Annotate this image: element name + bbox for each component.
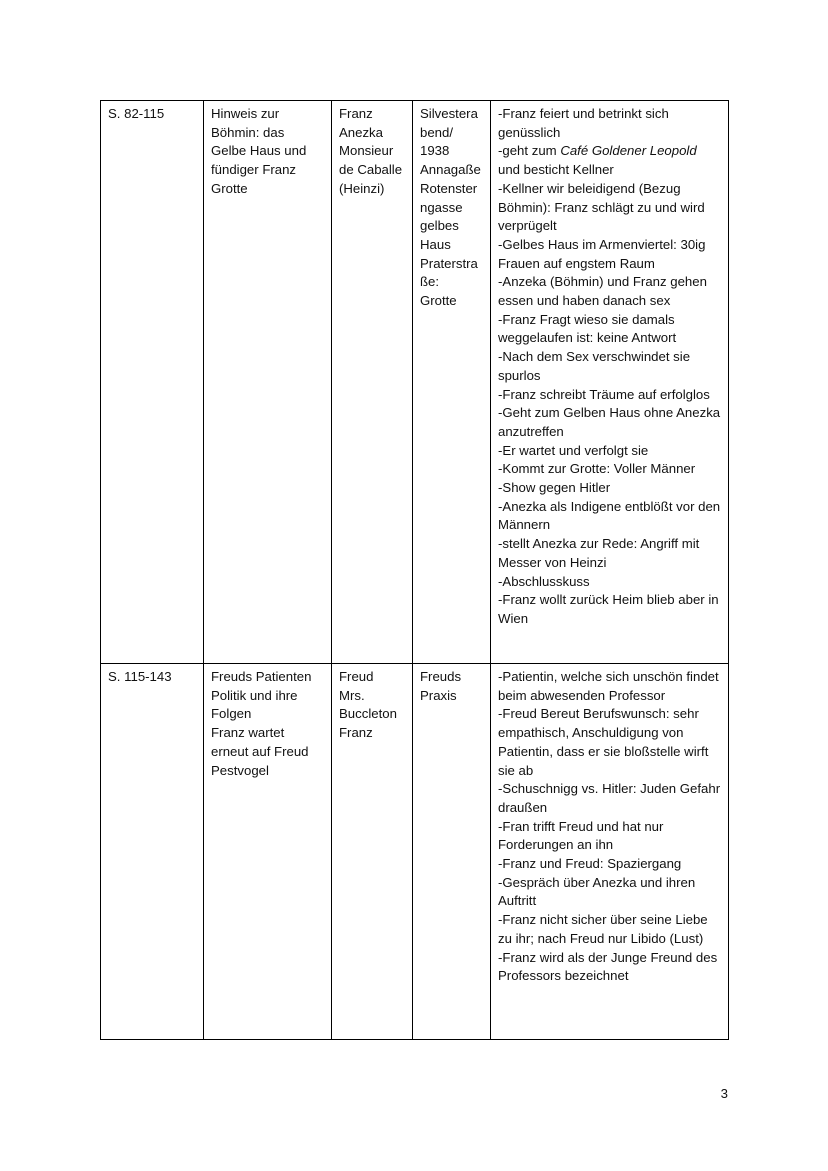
characters-cell: Freud Mrs. Buccleton Franz (332, 664, 413, 1040)
content-item: -stellt Anezka zur Rede: Angriff mit Messer von Heinzi (498, 536, 700, 570)
content-item: -Franz Fragt wieso sie damals weggelaufen ist: keine Antwort (498, 311, 677, 346)
content-item: -Anezka als Indigene entblößt vor den Männern (498, 498, 721, 533)
chapter-summary-table (100, 100, 729, 1040)
content-item: -Kommt zur Grotte: Voller Männer (498, 461, 696, 477)
content-item: -Patientin, welche sich unschön findet beim abwesenden Professor (498, 669, 719, 703)
cafe-name: Café Goldener Leopold (560, 143, 697, 159)
content-item: -Franz und Freud: Spaziergang (498, 856, 682, 872)
table-row (101, 101, 729, 664)
content-item: -Franz feiert und betrinkt sich genüsslich (498, 106, 669, 140)
content-cell (491, 101, 729, 664)
content-item: -Anzeka (Böhmin) und Franz gehen essen und haben danach sex (498, 274, 707, 309)
content-item: -Franz nicht sicher über seine Liebe zu ihr; nach Freud nur Libido (Lust) (498, 912, 708, 946)
content-item: -geht zum Café Goldener Leopold und besticht Kellner (498, 143, 697, 178)
content-item: -Er wartet und verfolgt sie (498, 442, 649, 458)
setting-cell: Silvestera bend/ 1938 Annagaße Rotenster ngasse gelbes Haus Praterstra ße: Grotte (413, 101, 491, 664)
topic-cell: Hinweis zur Böhmin: das Gelbe Haus und fündiger Franz Grotte (204, 101, 332, 664)
content-cell (491, 664, 729, 1040)
content-item: -Abschlusskuss (498, 573, 590, 589)
content-item: -Gelbes Haus im Armenviertel: 30ig Frauen auf engstem Raum (498, 236, 706, 271)
content-item: -Kellner wir beleidigend (Bezug Böhmin): Franz schlägt zu und wird verprügelt (498, 180, 705, 234)
topic-cell: Freuds Patienten Politik und ihre Folgen Franz wartet erneut auf Freud Pestvogel (204, 664, 332, 1040)
table-row (101, 664, 729, 1040)
pages-cell: S. 82-115 (101, 101, 204, 664)
page-number: 3 (720, 1086, 728, 1101)
content-item: -Franz schreibt Träume auf erfolglos (498, 386, 710, 402)
content-item: -Franz wollt zurück Heim blieb aber in Wien (498, 592, 719, 626)
content-item: -Fran trifft Freud und hat nur Forderungen an ihn (498, 818, 664, 853)
pages-cell: S. 115-143 (101, 664, 204, 1040)
content-item: -Nach dem Sex verschwindet sie spurlos (498, 349, 691, 383)
content-item: -Franz wird als der Junge Freund des Professors bezeichnet (498, 949, 718, 984)
content-item: -Schuschnigg vs. Hitler: Juden Gefahr draußen (498, 781, 721, 815)
content-item: -Freud Bereut Berufswunsch: sehr empathisch, Anschuldigung von Patientin, dass er sie bloßstelle wirft sie ab (498, 706, 709, 778)
setting-cell: Freuds Praxis (413, 664, 491, 1040)
content-item: -Gespräch über Anezka und ihren Auftritt (498, 874, 696, 909)
characters-cell: Franz Anezka Monsieur de Caballe (Heinzi) (332, 101, 413, 664)
content-item: -Geht zum Gelben Haus ohne Anezka anzutreffen (498, 405, 721, 439)
content-item: -Show gegen Hitler (498, 480, 611, 496)
